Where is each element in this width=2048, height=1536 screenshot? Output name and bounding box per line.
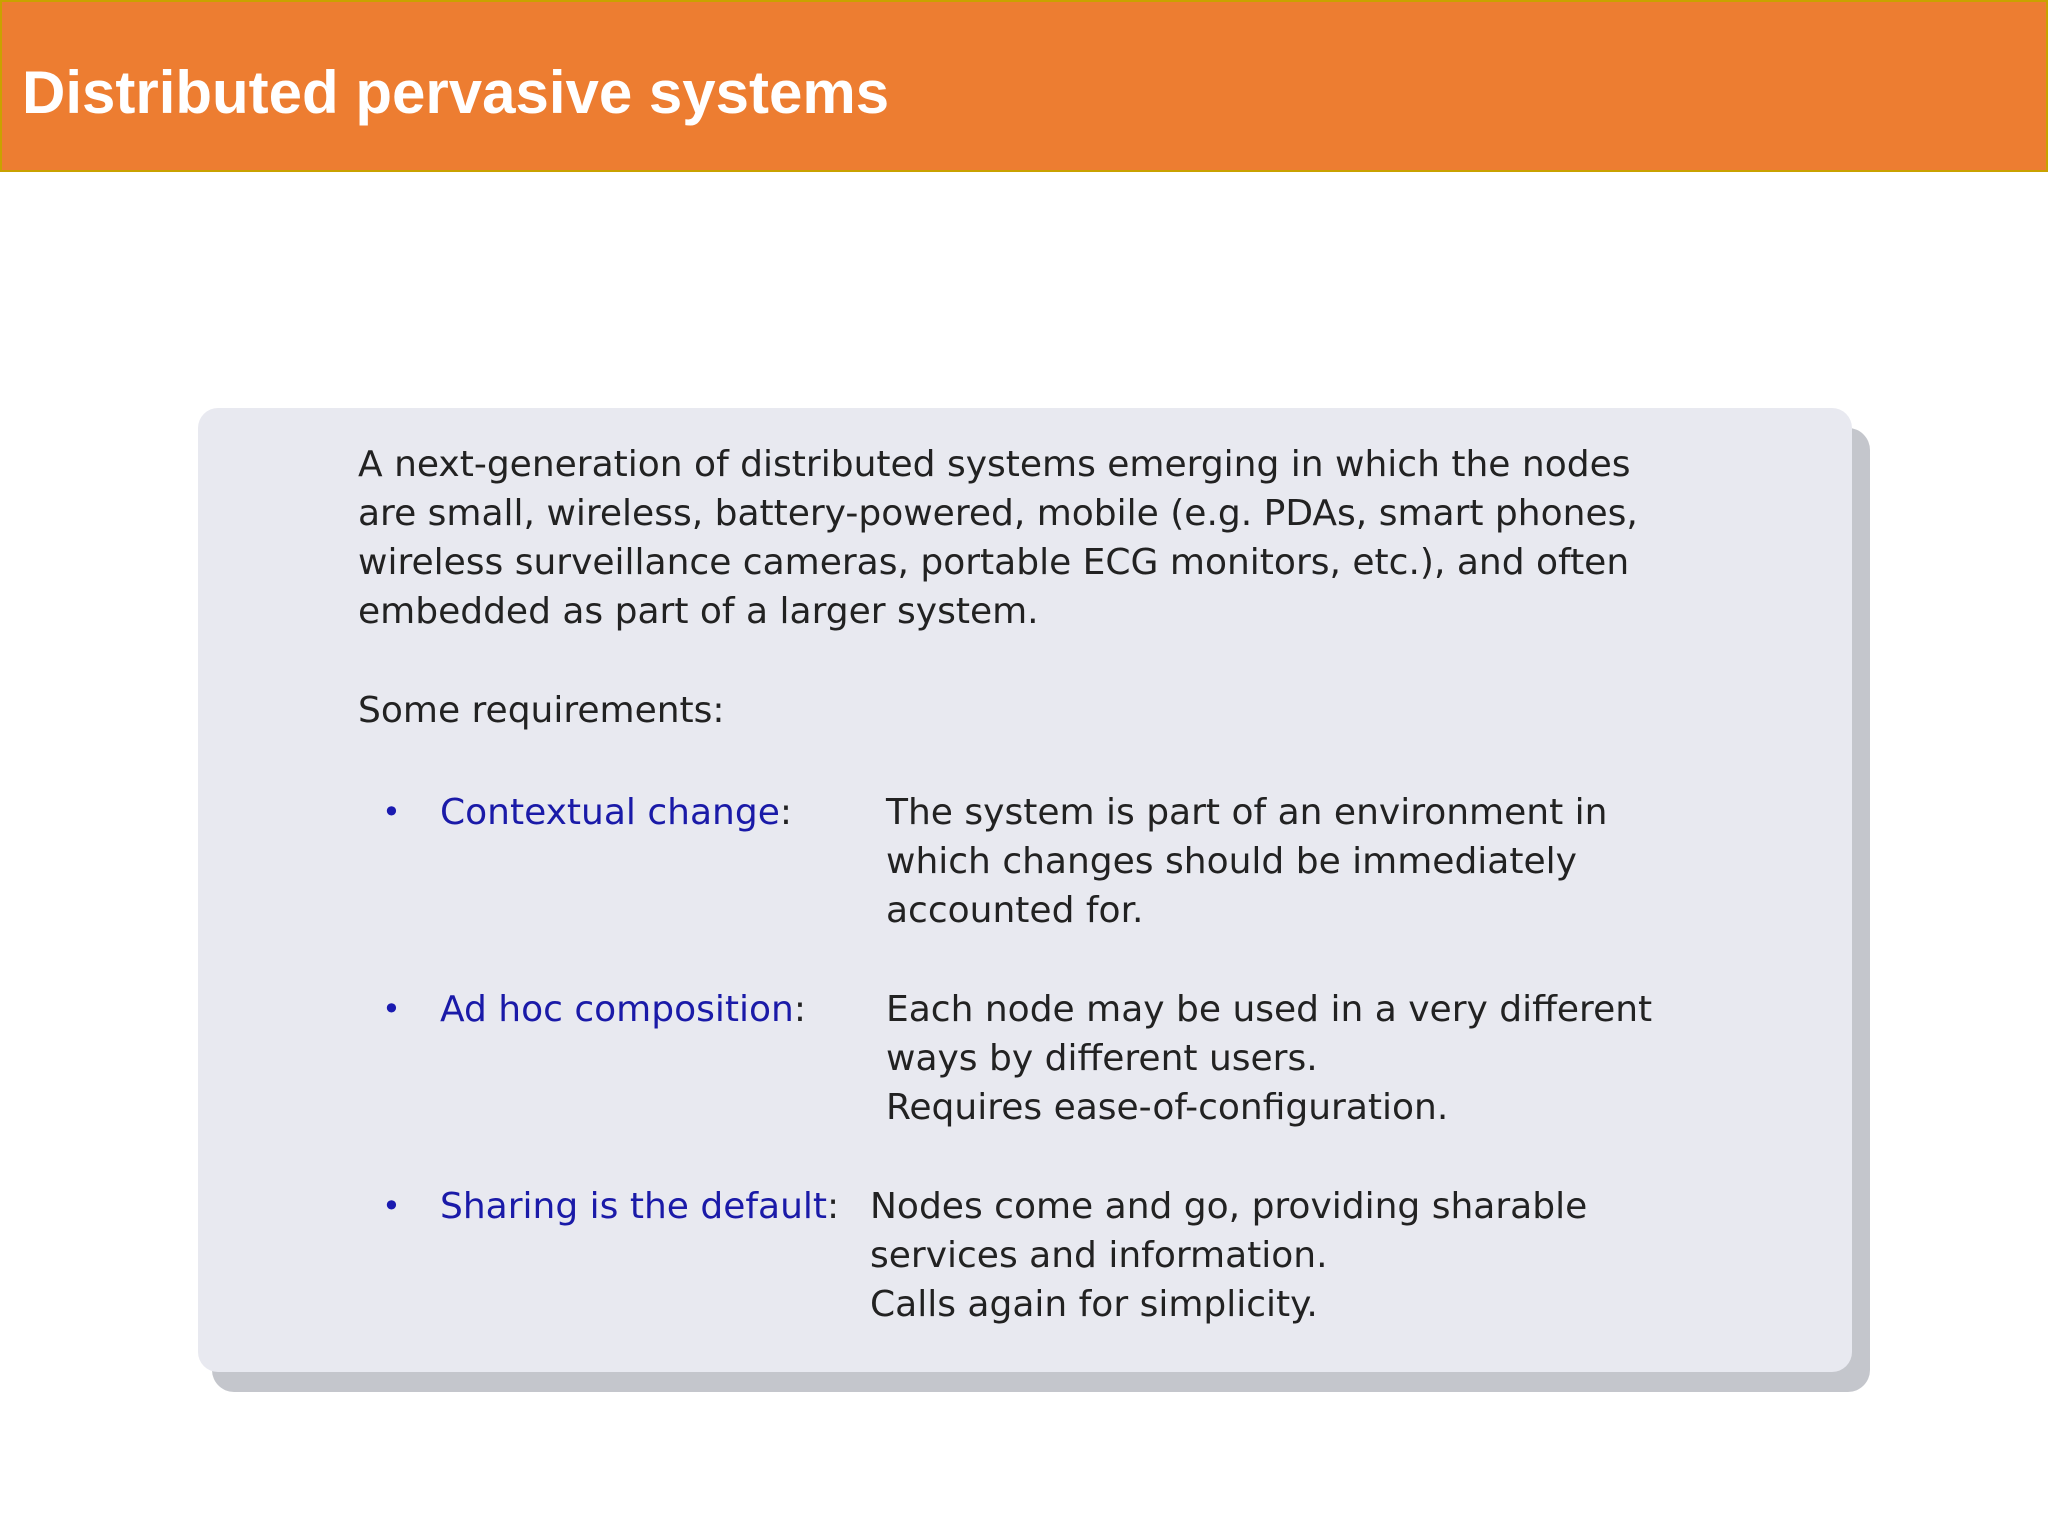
requirements-heading: Some requirements: [358, 690, 725, 731]
requirement-label-colon: : [779, 792, 792, 833]
requirement-label [440, 788, 792, 837]
content-panel [198, 408, 1852, 1372]
requirement-item-ad-hoc-composition [198, 985, 1852, 1145]
intro-paragraph: A next-generation of distributed systems emerging in which the nodes are small, wireless, battery-powered, mobile (e.g. PDAs, smart phones, wireless surveillance cameras, portable ECG monitors, etc.), and often embedded as part of a larger system. [358, 444, 1638, 632]
requirement-description: Each node may be used in a very different ways by different users. Requires ease-of-configuration. [886, 989, 1653, 1128]
requirement-item-contextual-change [198, 788, 1852, 948]
requirement-item-sharing-is-the-default [198, 1182, 1852, 1342]
requirement-label [440, 1182, 839, 1231]
requirement-label-text: Ad hoc composition [440, 989, 794, 1030]
title-bar [0, 0, 2048, 172]
requirement-label-colon: : [827, 1186, 840, 1227]
slide-title: Distributed pervasive systems [22, 59, 890, 126]
bullet-icon: • [382, 793, 401, 831]
requirement-description: Nodes come and go, providing sharable services and information. Calls again for simplicity. [870, 1186, 1588, 1325]
requirement-description: The system is part of an environment in which changes should be immediately accounted for. [886, 792, 1608, 931]
requirement-label [440, 985, 806, 1034]
bullet-icon: • [382, 1187, 401, 1225]
requirement-label-colon: : [793, 989, 806, 1030]
requirement-label-text: Contextual change [440, 792, 780, 833]
bullet-icon: • [382, 990, 401, 1028]
requirement-label-text: Sharing is the default [440, 1186, 828, 1227]
